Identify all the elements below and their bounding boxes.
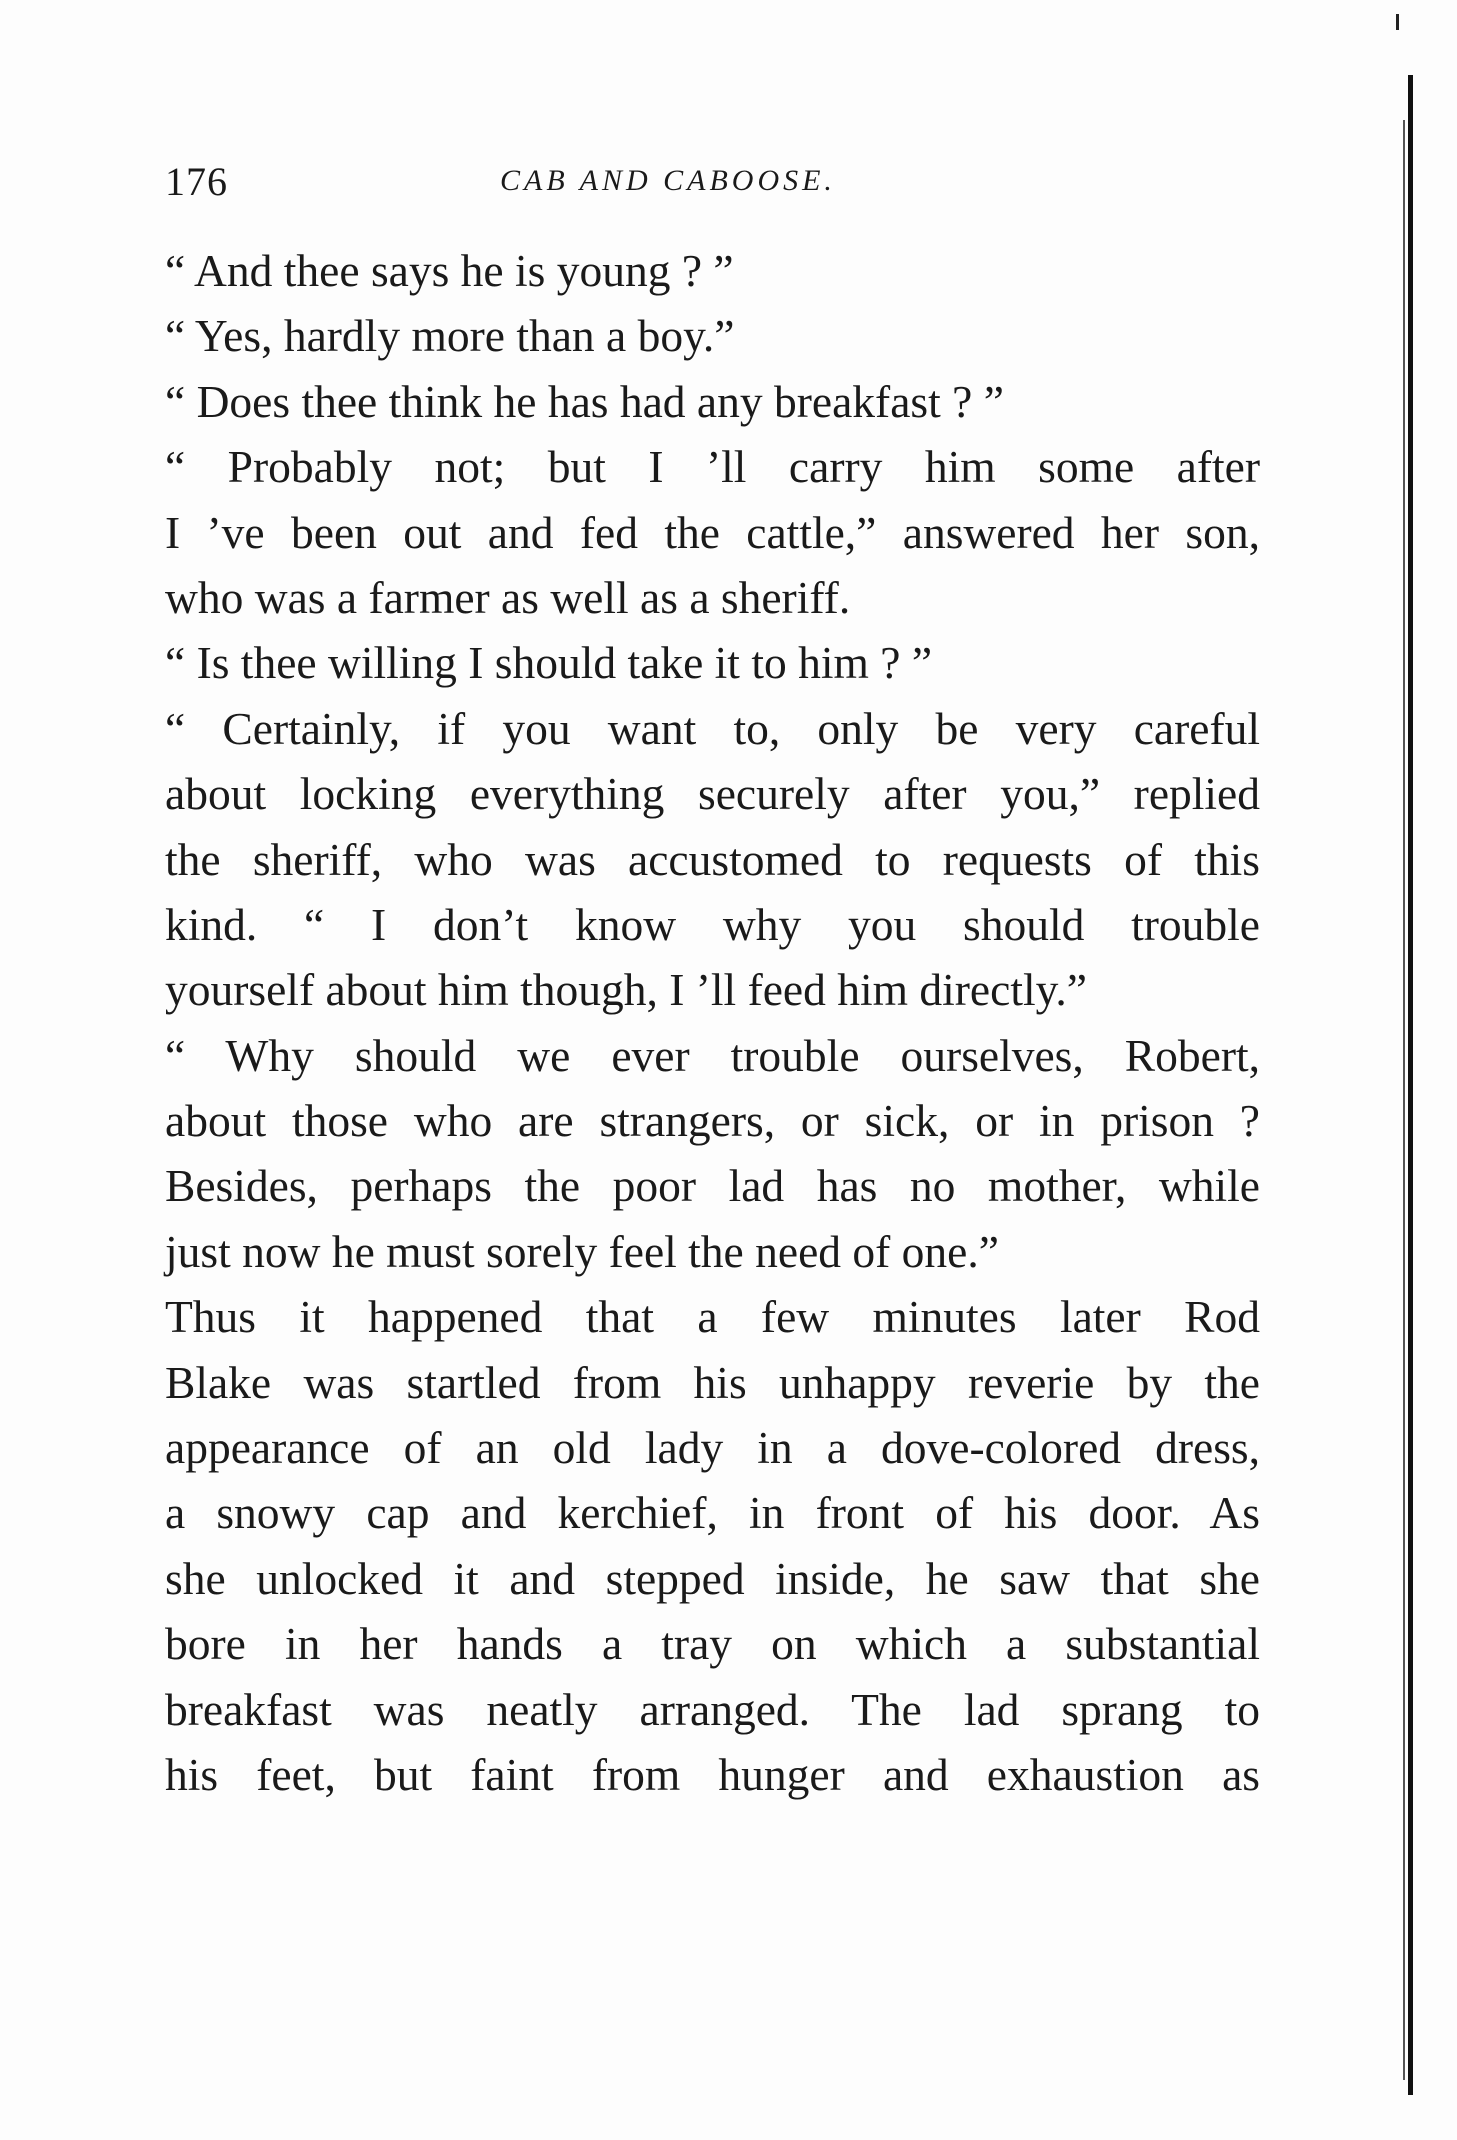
scan-mark bbox=[1396, 14, 1399, 30]
page-edge-shadow bbox=[1403, 120, 1405, 2080]
text-line: Thus it happened that a few minutes later Rod bbox=[165, 1291, 1260, 1343]
text-line: bore in her hands a tray on which a substantial bbox=[165, 1618, 1260, 1670]
body-text bbox=[165, 238, 1260, 1807]
text-line: a snowy cap and kerchief, in front of his door. As bbox=[165, 1487, 1260, 1539]
text-line: kind. “ I don’t know why you should trouble bbox=[165, 898, 1260, 950]
running-head bbox=[165, 158, 1265, 208]
text-line: I ’ve been out and fed the cattle,” answered her son, bbox=[165, 506, 1260, 558]
text-line: who was a farmer as well as a sheriff. bbox=[165, 571, 851, 623]
text-line: “ Certainly, if you want to, only be very careful bbox=[165, 702, 1260, 754]
text-line: his feet, but faint from hunger and exhaustion as bbox=[165, 1748, 1260, 1800]
text-line: “ And thee says he is young ? ” bbox=[165, 245, 734, 296]
text-line: “ Probably not; but I ’ll carry him some after bbox=[165, 441, 1260, 493]
text-line: the sheriff, who was accustomed to requests of this bbox=[165, 833, 1260, 885]
text-line: just now he must sorely feel the need of one.” bbox=[165, 1225, 999, 1277]
text-line: “ Does thee think he has had any breakfast ? ” bbox=[165, 375, 1004, 427]
text-line: “ Why should we ever trouble ourselves, Robert, bbox=[165, 1029, 1260, 1081]
text-line: about locking everything securely after you,” replied bbox=[165, 768, 1260, 820]
text-line: Blake was startled from his unhappy reverie by the bbox=[165, 1356, 1260, 1408]
text-line: “ Is thee willing I should take it to him ? ” bbox=[165, 637, 933, 689]
page-number: 176 bbox=[165, 159, 228, 204]
text-line: breakfast was neatly arranged. The lad sprang to bbox=[165, 1683, 1260, 1735]
text-line: Besides, perhaps the poor lad has no mother, while bbox=[165, 1160, 1260, 1212]
text-line: she unlocked it and stepped inside, he saw that she bbox=[165, 1552, 1260, 1604]
text-line: appearance of an old lady in a dove-colored dress, bbox=[165, 1422, 1260, 1474]
text-line: about those who are strangers, or sick, or in prison ? bbox=[165, 1095, 1260, 1147]
page-edge-line bbox=[1408, 75, 1413, 2095]
text-line: “ Yes, hardly more than a boy.” bbox=[165, 310, 735, 362]
book-title: CAB AND CABOOSE. bbox=[500, 164, 836, 197]
text-line: yourself about him though, I ’ll feed him directly.” bbox=[165, 964, 1087, 1016]
